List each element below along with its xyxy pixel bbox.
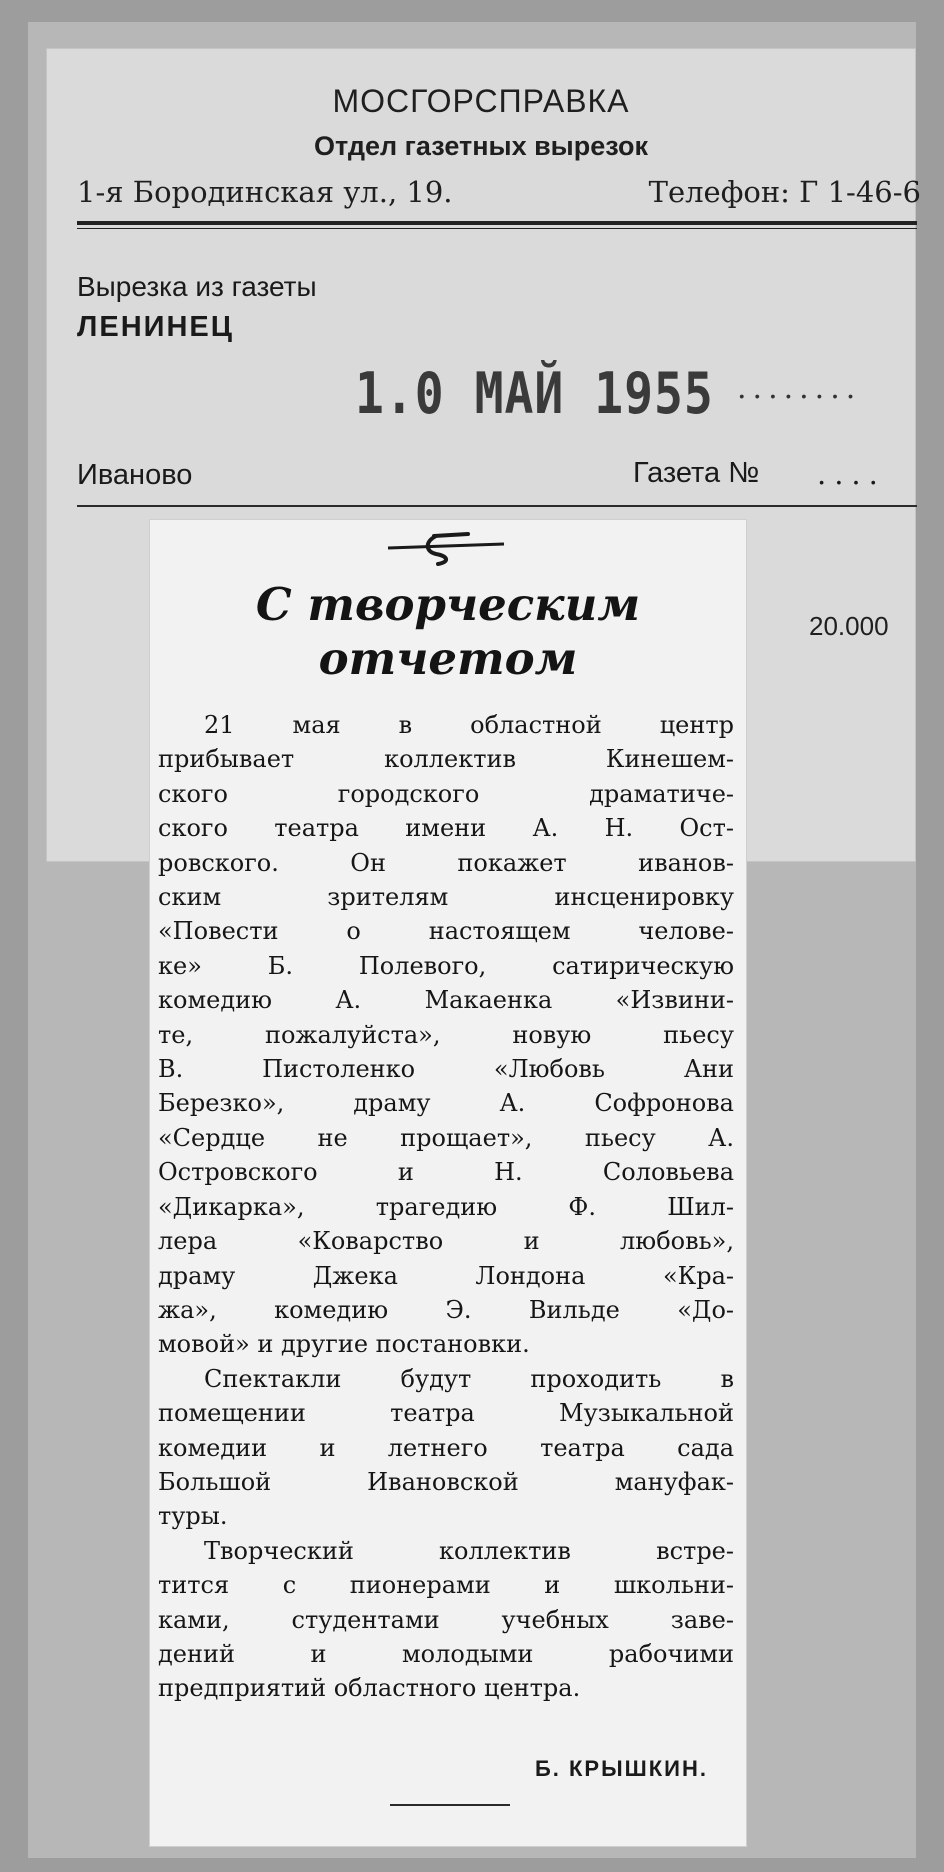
newspaper-clipping <box>150 520 746 1846</box>
text-line: Островского и Н. Соловьева <box>158 1158 734 1187</box>
paragraph-2 <box>158 1362 734 1534</box>
text-line: мовой» и другие постановки. <box>158 1330 530 1359</box>
header-rule <box>77 221 917 229</box>
text-line: ке» Б. Полевого, сатирическую <box>158 951 734 980</box>
phone: Телефон: Г 1-46-6 <box>648 175 921 209</box>
newspaper-name: ЛЕНИНЕЦ <box>77 311 234 343</box>
circulation: 20.000 <box>809 611 889 641</box>
date-stamp: 1.0 МАЙ 1955 <box>355 361 714 428</box>
text-line: Творческий коллектив встре- <box>204 1536 734 1565</box>
date-dots: ........ <box>737 371 862 406</box>
city: Иваново <box>77 459 193 491</box>
department-name: Отдел газетных вырезок <box>313 131 649 161</box>
text-line: прибывает коллектив Кинешем- <box>158 745 734 774</box>
text-line: «Сердце не прощает», пьесу А. <box>158 1123 734 1152</box>
cutting-from-label: Вырезка из газеты <box>77 271 317 302</box>
text-line: комедии и летнего театра сада <box>158 1433 734 1462</box>
headline-line-1: С творческим <box>255 578 641 631</box>
text-line: предприятий областного центра. <box>158 1674 581 1703</box>
text-line: Спектакли будут проходить в <box>204 1364 734 1393</box>
text-line: 21 мая в областной центр <box>204 711 734 739</box>
text-line: «Повести о настоящем челове- <box>158 917 734 946</box>
organization-name: МОСГОРСПРАВКА <box>332 83 630 119</box>
text-line: ками, студентами учебных заве- <box>158 1605 734 1634</box>
text-line: ского театра имени А. Н. Ост- <box>158 814 734 843</box>
text-line: туры. <box>158 1502 228 1531</box>
text-line: ского городского драматиче- <box>158 779 734 808</box>
headline-line-2: отчетом <box>318 632 578 685</box>
article-author: Б. КРЫШКИН. <box>534 1756 708 1781</box>
text-line: дений и молодыми рабочими <box>158 1639 734 1668</box>
article-body <box>158 708 734 1706</box>
text-line: ровского. Он покажет иванов- <box>158 848 734 877</box>
paragraph-1 <box>158 708 734 1362</box>
ornament-icon <box>376 526 516 566</box>
issue-dots: .... <box>817 457 886 491</box>
end-rule <box>390 1804 510 1806</box>
text-line: ским зрителям инсценировку <box>158 883 734 912</box>
address: 1-я Бородинская ул., 19. <box>77 175 453 209</box>
paragraph-3 <box>158 1534 734 1706</box>
text-line: Большой Ивановской мануфак- <box>158 1467 734 1496</box>
text-line: помещении театра Музыкальной <box>158 1399 734 1428</box>
article-headline <box>150 578 746 686</box>
text-line: драму Джека Лондона «Кра- <box>158 1261 734 1290</box>
text-line: те, пожалуйста», новую пьесу <box>158 1020 734 1049</box>
text-line: тится с пионерами и школьни- <box>158 1571 734 1600</box>
text-line: В. Пистоленко «Любовь Ани <box>158 1055 734 1084</box>
issue-label: Газета № <box>633 457 760 489</box>
city-rule <box>77 505 917 507</box>
text-line: жа», комедию Э. Вильде «До- <box>158 1295 734 1324</box>
text-line: «Дикарка», трагедию Ф. Шил- <box>158 1192 734 1221</box>
text-line: Березко», драму А. Софронова <box>158 1089 734 1118</box>
text-line: комедию А. Макаенка «Извини- <box>158 986 734 1015</box>
text-line: лера «Коварство и любовь», <box>158 1227 734 1256</box>
